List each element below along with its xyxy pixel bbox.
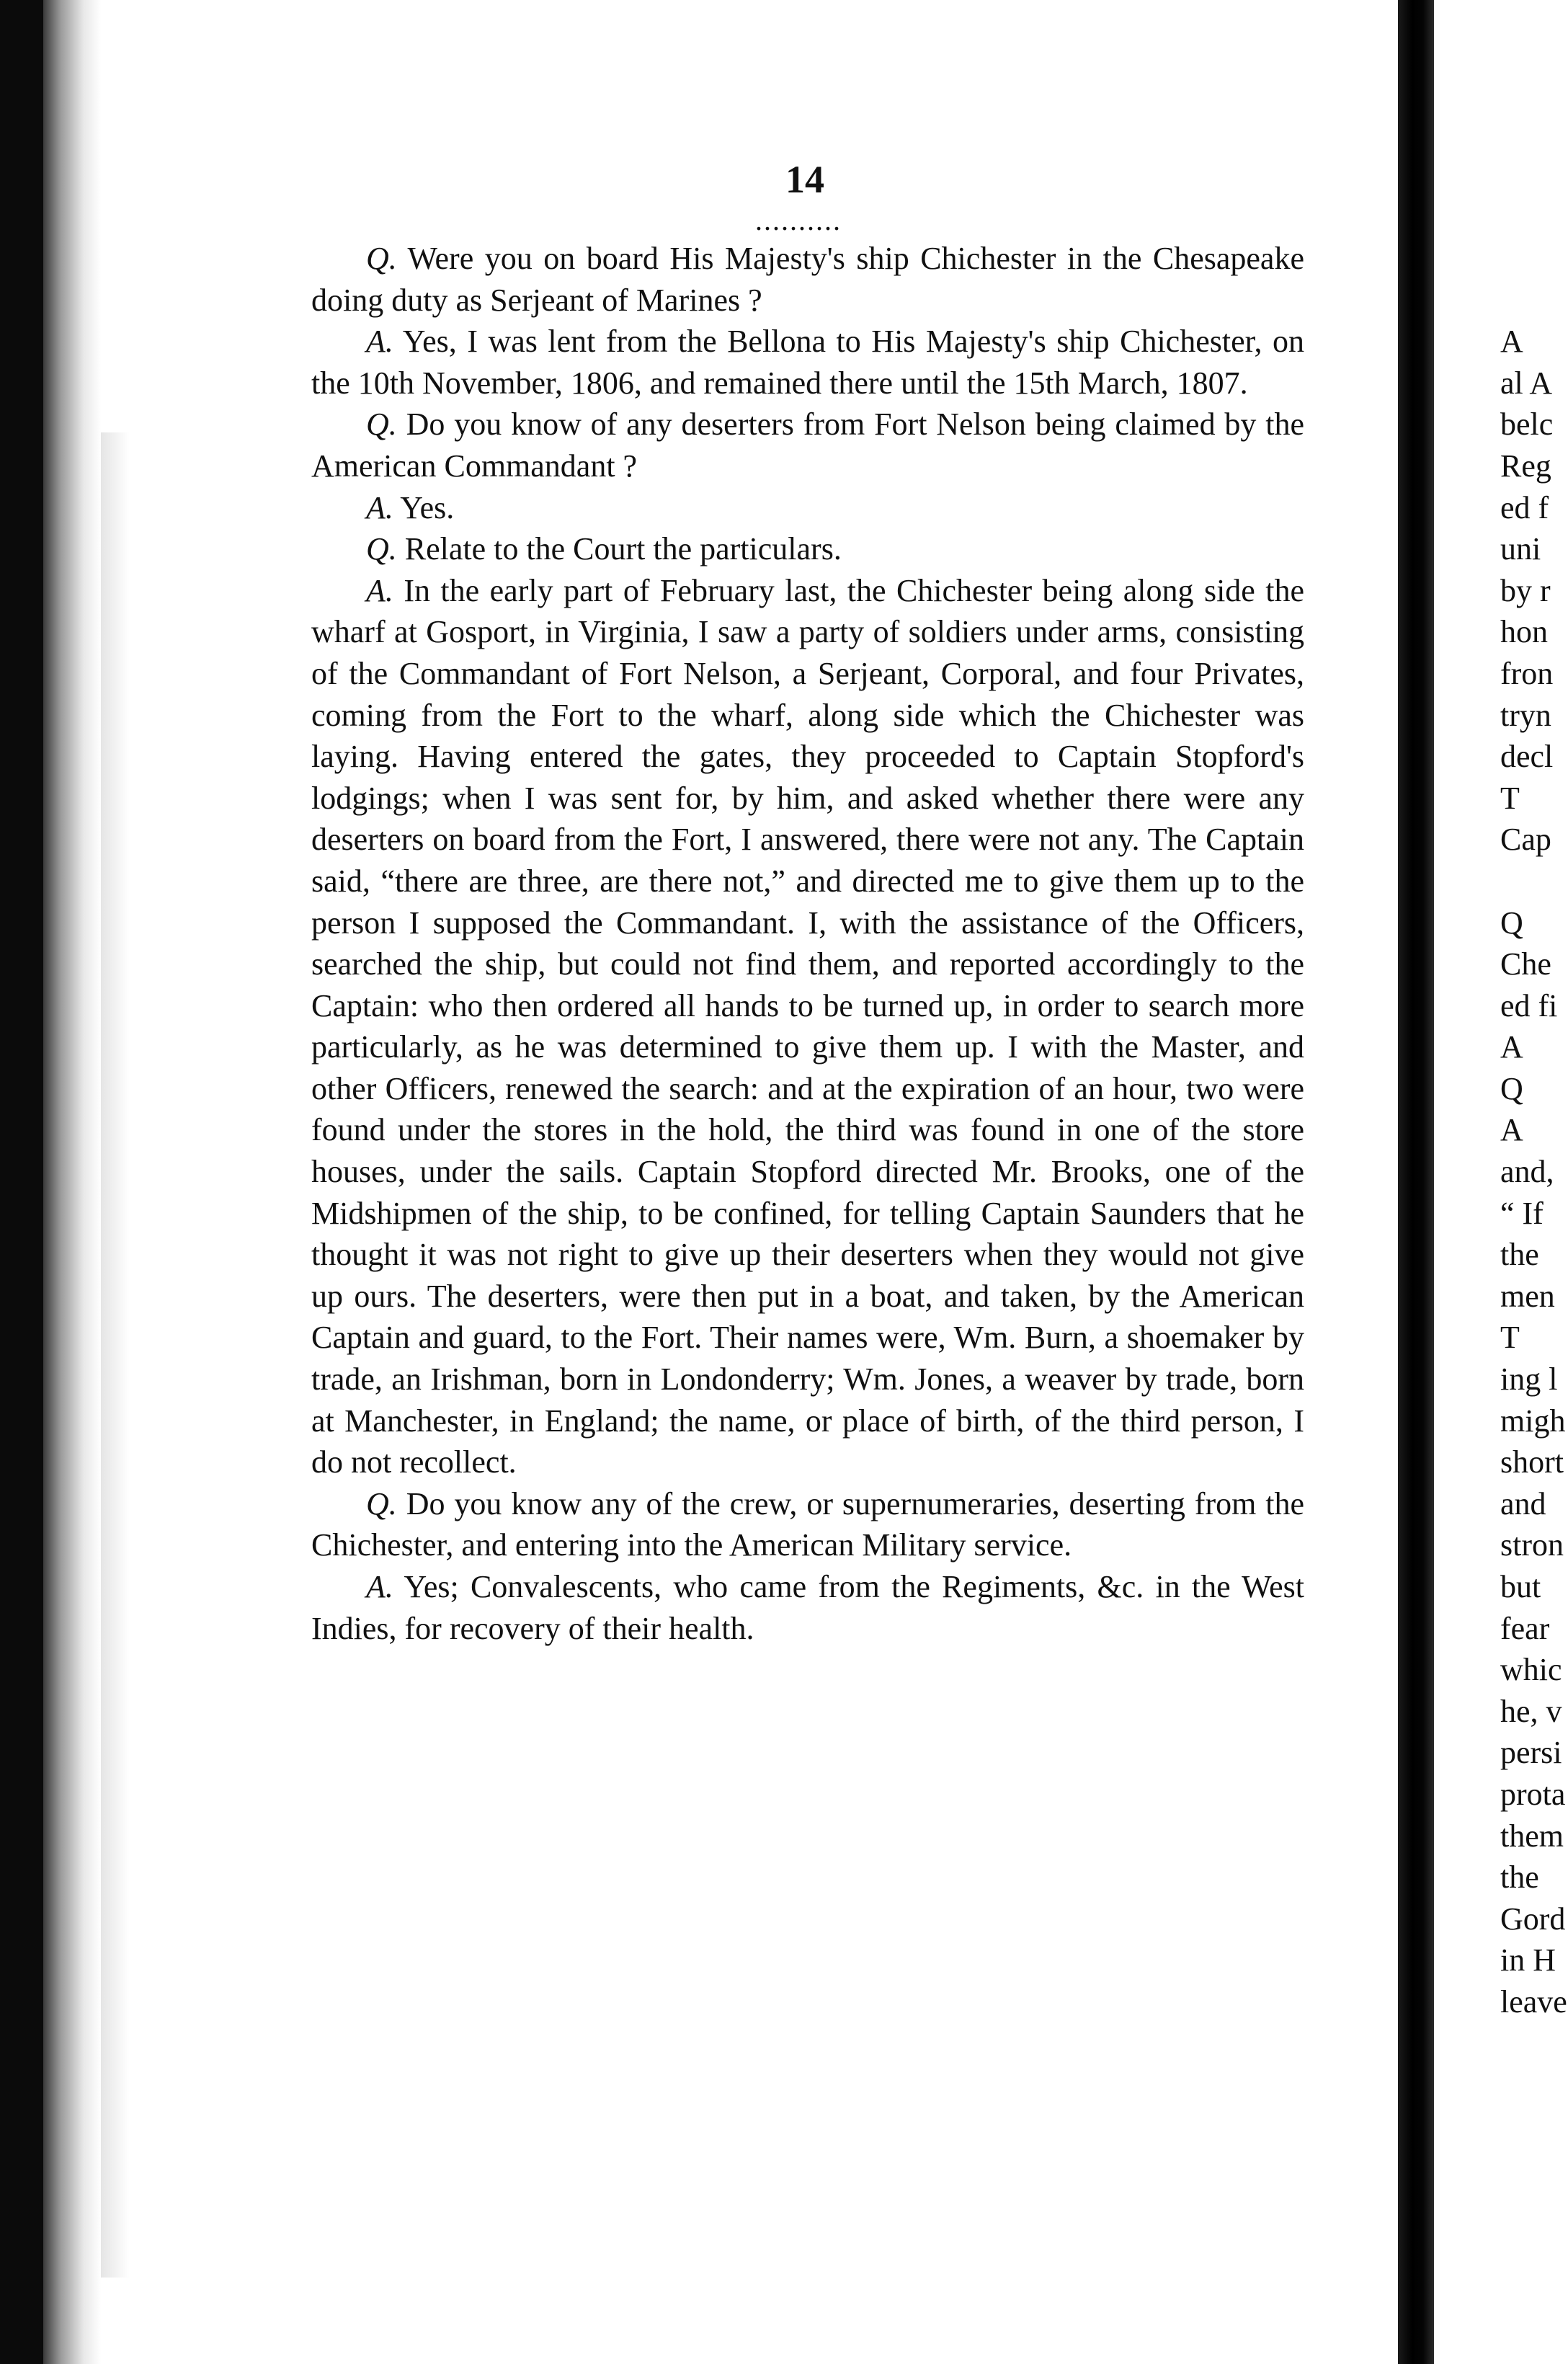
- facing-line-fragment: hon: [1500, 614, 1548, 650]
- paragraph-text: Yes.: [400, 489, 455, 525]
- facing-line-fragment: uni: [1500, 531, 1541, 567]
- facing-line-fragment: decl: [1500, 739, 1554, 775]
- page-number: 14: [785, 158, 824, 201]
- page-ornament: ..........: [755, 204, 842, 236]
- facing-line-fragment: Cap: [1500, 822, 1551, 858]
- speaker-label: Q.: [366, 531, 397, 567]
- paragraph-text: Yes, I was lent from the Bellona to His Majesty's ship Chichester, on the 10th November, 1806, and remained there until the 15th March, 1807.: [311, 324, 1305, 401]
- paragraph-text: Do you know any of the crew, or supernumeraries, deserting from the Chichester, and entering into the American Military service.: [311, 1485, 1305, 1563]
- facing-line-fragment: ing l: [1500, 1361, 1558, 1397]
- facing-line-fragment: prota: [1500, 1776, 1566, 1812]
- facing-line-fragment: Reg: [1500, 448, 1551, 484]
- speaker-label: Q.: [366, 1485, 397, 1521]
- paragraph: [311, 487, 1304, 529]
- facing-line-fragment: fear: [1500, 1610, 1550, 1646]
- facing-line-fragment: the: [1500, 1859, 1539, 1896]
- speaker-label: A.: [366, 489, 393, 525]
- binding-edge: [43, 0, 101, 2364]
- speaker-label: A.: [366, 572, 393, 608]
- facing-line-fragment: belc: [1500, 406, 1554, 443]
- paragraph: [311, 238, 1304, 321]
- facing-line-fragment: “ If: [1500, 1195, 1544, 1231]
- paragraph: [311, 1483, 1304, 1566]
- speaker-label: A.: [366, 1569, 393, 1604]
- facing-line-fragment: by r: [1500, 572, 1551, 608]
- paragraph: [311, 570, 1304, 1483]
- facing-line-fragment: short: [1500, 1444, 1564, 1480]
- paragraph-text: In the early part of February last, the Chichester being along side the wharf at Gosport, in Virginia, I saw a party of soldiers under arms, consisting of the Commandant of Fort Nelson, a Serjeant, Corporal, and four Privates, coming from the Fort to the wharf, along side which the Chichester was laying. Having entered the gates, they proceeded to Captain Stopford's lodgings; when I was sent for, by him, and asked whether there were any deserters on board from the Fort, I answered, there were not any. The Captain said, “there are three, are there not,” and directed me to give them up to the person I supposed the Commandant. I, with the assistance of the Officers, searched the ship, but could not find them, and reported accordingly to the Captain: who then ordered all hands to be turned up, in order to search more particularly, as he was determined to give them up. I with the Master, and other Officers, renewed the search: and at the expiration of an hour, two were found under the stores in the hold, the third was found in one of the store houses, under the sails. Captain Stopford directed Mr. Brooks, one of the Midshipmen of the ship, to be confined, for telling Captain Saunders that he thought it was not right to give up their deserters when they would not give up ours. The deserters, were then put in a boat, and taken, by the American Captain and guard, to the Fort. Their names were, Wm. Burn, a shoemaker by trade, an Irishman, born in Londonderry; Wm. Jones, a weaver by trade, born at Manchester, in England; the name, or place of birth, of the third person, I do not recollect.: [311, 572, 1305, 1480]
- paragraph-text: Do you know of any deserters from Fort Nelson being claimed by the American Commandant ?: [311, 406, 1305, 484]
- paragraph-text: Were you on board His Majesty's ship Chichester in the Chesapeake doing duty as Serjeant of Marines ?: [311, 241, 1304, 318]
- page-shadow: [101, 432, 130, 2278]
- facing-line-fragment: and,: [1500, 1154, 1554, 1190]
- facing-line-fragment: fron: [1500, 655, 1554, 691]
- speaker-label: Q.: [366, 406, 397, 443]
- facing-line-fragment: [1500, 861, 1568, 902]
- speaker-label: Q.: [366, 241, 397, 276]
- facing-line-fragment: but: [1500, 1569, 1541, 1604]
- facing-line-fragment: A: [1500, 324, 1523, 360]
- facing-page-text: [1500, 238, 1568, 2023]
- facing-line-fragment: men: [1500, 1278, 1555, 1314]
- paragraph: [311, 404, 1304, 486]
- facing-line-fragment: the: [1500, 1237, 1539, 1273]
- facing-line-fragment: Q: [1500, 905, 1523, 941]
- facing-line-fragment: he, v: [1500, 1693, 1562, 1729]
- facing-line-fragment: [1500, 280, 1568, 321]
- facing-line-fragment: them: [1500, 1818, 1564, 1854]
- facing-line-fragment: Q: [1500, 1070, 1523, 1106]
- facing-line-fragment: leave: [1500, 1983, 1567, 2019]
- facing-line-fragment: ed fi: [1500, 987, 1558, 1023]
- facing-line-fragment: Che: [1500, 946, 1551, 982]
- paragraph: [311, 1566, 1304, 1649]
- facing-line-fragment: A: [1500, 1029, 1523, 1065]
- facing-line-fragment: whic: [1500, 1652, 1562, 1688]
- facing-line-fragment: T: [1500, 780, 1520, 816]
- facing-line-fragment: al A: [1500, 365, 1553, 401]
- facing-line-fragment: A: [1500, 1112, 1523, 1148]
- paragraph: [311, 321, 1304, 404]
- facing-line-fragment: in H: [1500, 1942, 1556, 1978]
- facing-line-fragment: [1500, 238, 1568, 280]
- paragraph-text: Relate to the Court the particulars.: [404, 531, 842, 567]
- facing-line-fragment: tryn: [1500, 697, 1551, 733]
- facing-line-fragment: ed f: [1500, 489, 1549, 525]
- facing-line-fragment: stron: [1500, 1527, 1564, 1563]
- book-gutter: [1398, 0, 1434, 2364]
- paragraph-text: Yes; Convalescents, who came from the Regiments, &c. in the West Indies, for recovery of their health.: [311, 1569, 1304, 1646]
- facing-line-fragment: T: [1500, 1320, 1520, 1356]
- speaker-label: A.: [366, 324, 393, 360]
- body-text: [311, 238, 1304, 1649]
- paragraph: [311, 528, 1304, 570]
- facing-line-fragment: and: [1500, 1485, 1546, 1521]
- facing-line-fragment: migh: [1500, 1403, 1566, 1439]
- facing-line-fragment: persi: [1500, 1735, 1562, 1771]
- facing-line-fragment: Gord: [1500, 1901, 1566, 1937]
